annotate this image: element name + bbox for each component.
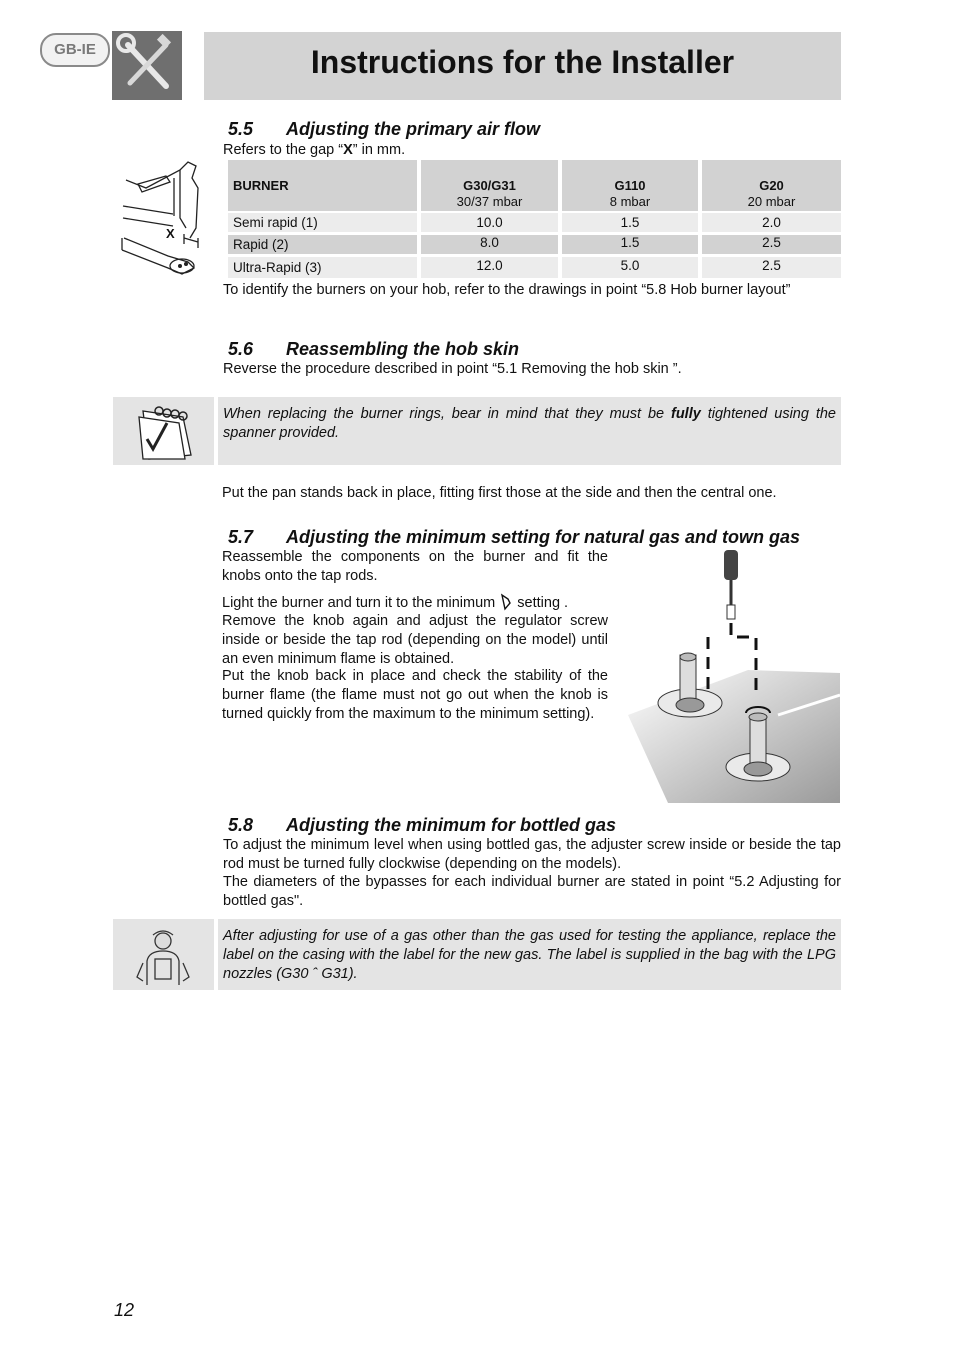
value-g30: 12.0 xyxy=(476,258,503,273)
header-label: G30/G31 xyxy=(463,178,516,193)
section-5-7-p4: Put the knob back in place and check the stability of the burner flame (the flame must not go out when the knob is turned quickly from the maximum to the minimum setting). xyxy=(222,668,608,722)
header-sublabel: 8 mbar xyxy=(609,194,651,209)
tap-regulator-diagram xyxy=(628,545,840,803)
table-header-g30 xyxy=(421,160,558,211)
table-row xyxy=(228,235,417,254)
gap-x-label: X xyxy=(166,226,175,241)
p2-text: Light the burner and turn it to the minimum xyxy=(222,595,496,611)
section-number: 5.5 xyxy=(228,119,254,139)
table-cell xyxy=(562,235,698,254)
section-number: 5.6 xyxy=(228,339,254,359)
table-cell xyxy=(702,213,841,232)
table-cell xyxy=(421,213,558,232)
table-header-g110 xyxy=(562,160,698,211)
value-g110: 1.5 xyxy=(620,215,640,230)
value-g20: 2.5 xyxy=(762,258,781,273)
table-cell xyxy=(421,257,558,278)
burner-name: Semi rapid (1) xyxy=(233,215,318,230)
burner-name: Ultra-Rapid (3) xyxy=(233,260,322,275)
note-emphasis: fully xyxy=(670,406,701,422)
section-title: Adjusting the minimum setting for natural gas and town gas xyxy=(286,527,801,547)
notepad-check-icon xyxy=(113,397,214,465)
language-badge: GB-IE xyxy=(40,33,110,67)
table-cell xyxy=(702,235,841,254)
flame-minimum-icon xyxy=(499,593,513,611)
note-icon-box xyxy=(113,919,214,990)
table-cell xyxy=(562,257,698,278)
air-flow-gap-diagram xyxy=(118,158,208,280)
pan-stands-text: Put the pan stands back in place, fitting first those at the side and then the central one. xyxy=(222,485,777,501)
section-5-5-intro xyxy=(223,141,405,160)
table-cell xyxy=(702,257,841,278)
table-header-burner xyxy=(228,160,417,211)
tools-icon xyxy=(112,31,182,100)
section-title: Adjusting the primary air flow xyxy=(286,119,541,139)
header-label: G20 xyxy=(759,178,784,193)
section-5-7-p1: Reassemble the components on the burner and fit the knobs onto the tap rods. xyxy=(222,549,608,584)
note-text xyxy=(223,405,836,443)
header-label: G110 xyxy=(614,178,646,193)
note-text-start: When replacing the burner rings, bear in mind that they must be xyxy=(223,406,671,422)
header-sublabel: 30/37 mbar xyxy=(456,194,523,209)
burner-name: Rapid (2) xyxy=(233,237,289,252)
note-text-end: tightened using the spanner provided. xyxy=(223,406,836,441)
intro-text-end: ” in mm. xyxy=(352,142,406,158)
section-5-6-text: Reverse the procedure described in point “5.1 Removing the hob skin ”. xyxy=(223,361,682,377)
technician-icon xyxy=(113,919,214,990)
gap-symbol: X xyxy=(343,142,353,158)
burner-layout-reference: To identify the burners on your hob, refer to the drawings in point “5.8 Hob burner layout” xyxy=(223,282,791,298)
section-title: Reassembling the hob skin xyxy=(286,339,520,359)
section-5-7-p2 xyxy=(222,593,608,613)
section-5-7-p3: Remove the knob again and adjust the regulator screw inside or beside the tap rod (depending on the model) until an even minimum flame is obtained. xyxy=(222,613,608,667)
section-5-8-heading xyxy=(228,815,616,836)
value-g20: 2.0 xyxy=(762,215,781,230)
page-number: 12 xyxy=(114,1300,135,1320)
section-5-5-heading xyxy=(228,119,540,140)
intro-text: Refers to the gap “ xyxy=(223,142,344,158)
value-g30: 8.0 xyxy=(480,235,499,250)
value-g30: 10.0 xyxy=(476,215,503,230)
note-icon-box xyxy=(113,397,214,465)
p2-text-end: setting . xyxy=(517,595,569,611)
header-sublabel: 20 mbar xyxy=(747,194,796,209)
value-g20: 2.5 xyxy=(762,235,781,250)
table-cell xyxy=(562,213,698,232)
section-title: Adjusting the minimum for bottled gas xyxy=(286,815,616,835)
note-text: After adjusting for use of a gas other than the gas used for testing the appliance, replace the label on the casing with the label for the new gas. The label is supplied in the bag with the LPG nozzles (G30 ˆ G31). xyxy=(223,928,836,982)
section-5-6-heading xyxy=(228,339,519,360)
section-number: 5.8 xyxy=(228,815,254,835)
table-cell xyxy=(421,235,558,254)
section-5-8-p1: To adjust the minimum level when using bottled gas, the adjuster screw inside or beside the tap rod must be turned fully clockwise (depending on the models). xyxy=(223,837,841,872)
table-header-g20 xyxy=(702,160,841,211)
section-5-8-p2: The diameters of the bypasses for each individual burner are stated in point “5.2 Adjusting for bottled gas". xyxy=(223,874,841,909)
header-label: BURNER xyxy=(233,178,289,193)
table-row xyxy=(228,257,417,278)
title-bar xyxy=(204,32,841,100)
table-row xyxy=(228,213,417,232)
value-g110: 1.5 xyxy=(620,235,640,250)
page-title: Instructions for the Installer xyxy=(310,44,735,80)
note-gas-label xyxy=(218,919,841,990)
note-burner-rings xyxy=(218,397,841,465)
section-number: 5.7 xyxy=(228,527,254,547)
value-g110: 5.0 xyxy=(620,258,640,273)
